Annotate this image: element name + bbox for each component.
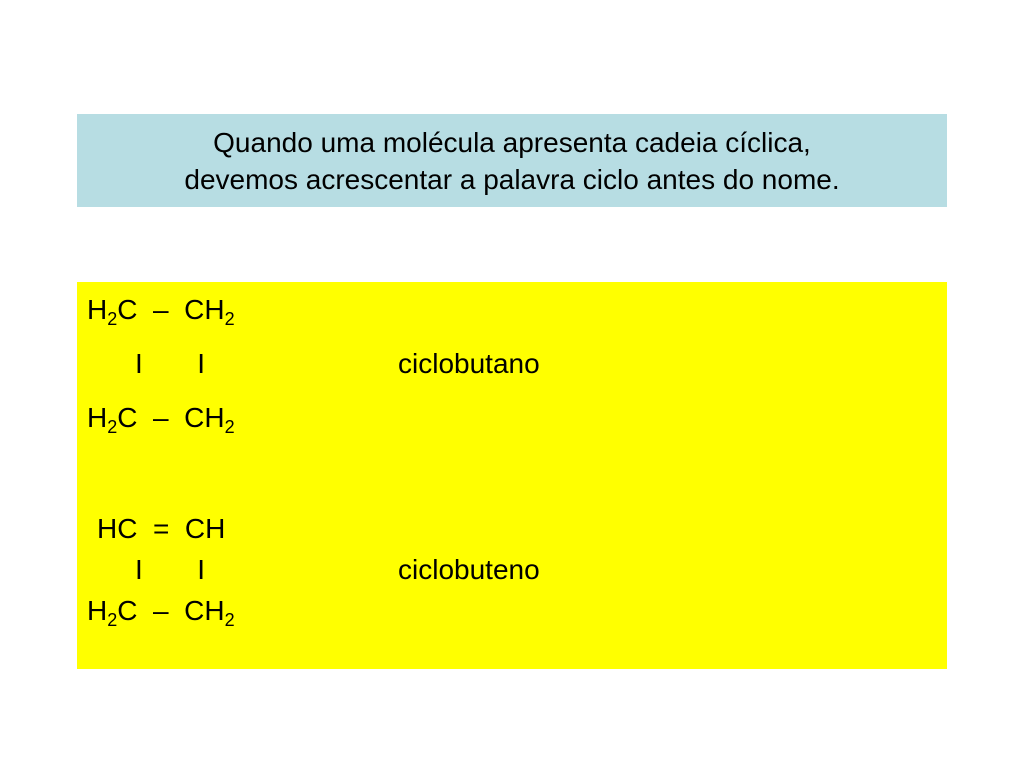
- cyclobutene-bottom-left-sub: 2: [107, 610, 118, 630]
- cyclobutene-bottom-tail: C – CH: [117, 595, 225, 626]
- cyclobutene-bottom-left-base: H: [87, 595, 108, 626]
- cyclobutane-bottom-right-sub: 2: [224, 417, 235, 437]
- cyclobutene-bonds-row: I I: [135, 554, 206, 585]
- cyclobutane-bottom-row: [87, 402, 235, 437]
- cyclobutane-name: ciclobutano: [398, 348, 540, 379]
- cyclobutane-top-row: [87, 294, 235, 329]
- intro-line-1: Quando uma molécula apresenta cadeia cíclica,: [213, 126, 811, 158]
- cyclobutane-bonds-row: I I: [135, 348, 206, 379]
- cyclobutane-top-left-sub: 2: [107, 309, 118, 329]
- cyclobutane-top-right-sub: 2: [224, 309, 235, 329]
- cyclobutane-top-left-base: H: [87, 294, 108, 325]
- cyclobutene-name: ciclobuteno: [398, 554, 540, 585]
- cyclobutene-top-row: HC = CH: [97, 513, 226, 544]
- cyclobutene-bottom-right-sub: 2: [224, 610, 235, 630]
- intro-line-2: devemos acrescentar a palavra ciclo antes do nome.: [184, 163, 840, 195]
- intro-box: [77, 114, 947, 207]
- cyclobutane-top-tail: C – CH: [117, 294, 225, 325]
- cyclobutane-bottom-tail: C – CH: [117, 402, 225, 433]
- formula-box: [77, 282, 947, 669]
- cyclobutene-bottom-row: [87, 595, 235, 630]
- cyclobutane-bottom-left-base: H: [87, 402, 108, 433]
- cyclobutane-bottom-left-sub: 2: [107, 417, 118, 437]
